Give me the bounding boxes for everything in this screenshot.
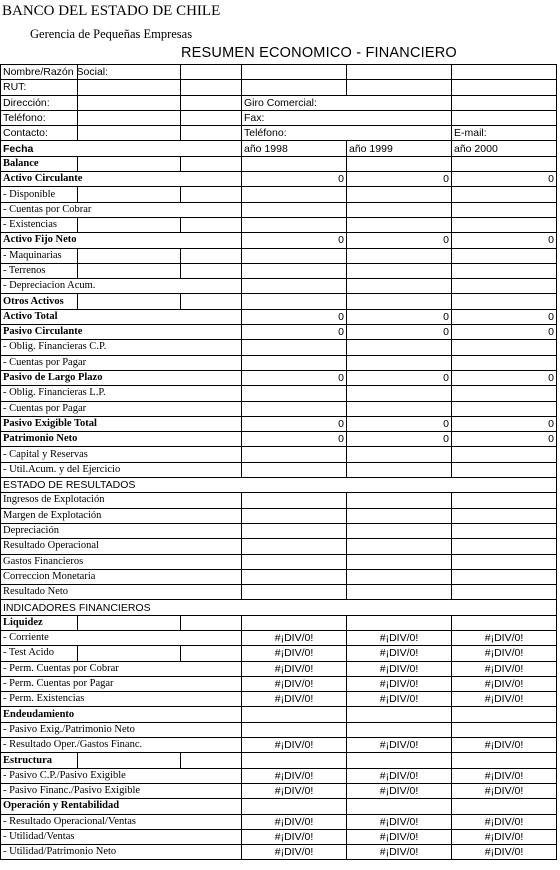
value-cell[interactable] bbox=[242, 554, 347, 569]
row-label: - Corriente bbox=[1, 630, 242, 645]
formula-cell[interactable]: #¡DIV/0! bbox=[242, 783, 347, 798]
row-label: Liquidez bbox=[1, 615, 78, 630]
value-cell[interactable]: 0 bbox=[242, 309, 347, 324]
value-cell[interactable] bbox=[242, 753, 347, 768]
date-header-row bbox=[1, 141, 557, 156]
formula-cell[interactable]: #¡DIV/0! bbox=[452, 661, 557, 676]
table-row bbox=[1, 692, 557, 707]
value-cell[interactable]: 0 bbox=[452, 416, 557, 431]
formula-cell[interactable]: #¡DIV/0! bbox=[242, 661, 347, 676]
table-row bbox=[1, 217, 557, 232]
table-row bbox=[1, 432, 557, 447]
value-cell[interactable] bbox=[242, 386, 347, 401]
fax-label: Fax: bbox=[242, 110, 452, 125]
table-row bbox=[1, 630, 557, 645]
row-label: Pasivo Exigible Total bbox=[1, 416, 242, 431]
blank-cell bbox=[181, 80, 242, 95]
row-label: - Depreciacion Acum. bbox=[1, 279, 242, 294]
fax-value-cell[interactable] bbox=[452, 110, 557, 125]
address-value-cell[interactable] bbox=[78, 95, 181, 110]
table-row bbox=[1, 478, 557, 493]
value-cell[interactable] bbox=[242, 493, 347, 508]
value-cell[interactable]: 0 bbox=[452, 233, 557, 248]
date-label: Fecha bbox=[1, 141, 242, 156]
table-row bbox=[1, 676, 557, 691]
value-cell[interactable]: 0 bbox=[242, 416, 347, 431]
row-label: - Terrenos bbox=[1, 263, 78, 278]
row-label: - Perm. Existencias bbox=[1, 692, 242, 707]
table-row bbox=[1, 722, 557, 737]
value-cell[interactable] bbox=[452, 187, 557, 202]
formula-cell[interactable]: #¡DIV/0! bbox=[347, 630, 452, 645]
blank-cell bbox=[181, 217, 242, 232]
blank-cell bbox=[181, 646, 242, 661]
blank-cell bbox=[181, 126, 242, 141]
table-row bbox=[1, 829, 557, 844]
info-row-name bbox=[1, 65, 557, 80]
formula-cell[interactable]: #¡DIV/0! bbox=[452, 630, 557, 645]
row-label: Otros Activos bbox=[1, 294, 78, 309]
blank-cell bbox=[452, 80, 557, 95]
formula-cell[interactable]: #¡DIV/0! bbox=[347, 814, 452, 829]
value-cell[interactable] bbox=[452, 462, 557, 477]
formula-cell[interactable]: #¡DIV/0! bbox=[347, 783, 452, 798]
value-cell[interactable] bbox=[242, 217, 347, 232]
row-label: Operación y Rentabilidad bbox=[1, 799, 242, 814]
value-cell[interactable]: 0 bbox=[452, 370, 557, 385]
formula-cell[interactable]: #¡DIV/0! bbox=[242, 646, 347, 661]
blank-cell bbox=[78, 156, 181, 171]
formula-cell[interactable]: #¡DIV/0! bbox=[452, 676, 557, 691]
table-row bbox=[1, 845, 557, 860]
blank-cell bbox=[181, 187, 242, 202]
table-row bbox=[1, 447, 557, 462]
value-cell[interactable] bbox=[347, 554, 452, 569]
formula-cell[interactable]: #¡DIV/0! bbox=[452, 768, 557, 783]
value-cell[interactable] bbox=[347, 585, 452, 600]
row-label: - Cuentas por Cobrar bbox=[1, 202, 242, 217]
value-cell[interactable] bbox=[242, 355, 347, 370]
formula-cell[interactable]: #¡DIV/0! bbox=[242, 814, 347, 829]
blank-cell bbox=[181, 753, 242, 768]
department-name: Gerencia de Pequeñas Empresas bbox=[30, 27, 193, 41]
table-row bbox=[1, 615, 557, 630]
value-cell[interactable]: 0 bbox=[347, 233, 452, 248]
table-row bbox=[1, 401, 557, 416]
blank-cell bbox=[181, 95, 242, 110]
blank-cell bbox=[78, 646, 181, 661]
table-row bbox=[1, 814, 557, 829]
value-cell[interactable] bbox=[347, 248, 452, 263]
value-cell[interactable] bbox=[242, 508, 347, 523]
value-cell[interactable] bbox=[452, 279, 557, 294]
value-cell[interactable] bbox=[347, 401, 452, 416]
value-cell[interactable]: 0 bbox=[452, 432, 557, 447]
row-label: Correccion Monetaria bbox=[1, 569, 242, 584]
row-label: - Pasivo C.P./Pasivo Exigible bbox=[1, 768, 242, 783]
value-cell[interactable] bbox=[242, 585, 347, 600]
blank-cell bbox=[78, 217, 181, 232]
contact-label: Contacto: bbox=[1, 126, 78, 141]
table-row bbox=[1, 585, 557, 600]
value-cell[interactable] bbox=[452, 447, 557, 462]
value-cell[interactable] bbox=[242, 156, 347, 171]
table-row bbox=[1, 187, 557, 202]
value-cell[interactable] bbox=[242, 722, 347, 737]
value-cell[interactable] bbox=[452, 753, 557, 768]
financial-summary-table bbox=[0, 64, 557, 860]
value-cell[interactable] bbox=[242, 263, 347, 278]
value-cell[interactable]: 0 bbox=[242, 325, 347, 340]
table-row bbox=[1, 202, 557, 217]
value-cell[interactable] bbox=[347, 294, 452, 309]
formula-cell[interactable]: #¡DIV/0! bbox=[347, 768, 452, 783]
table-row bbox=[1, 646, 557, 661]
row-label: Ingresos de Explotación bbox=[1, 493, 242, 508]
value-cell[interactable] bbox=[452, 355, 557, 370]
contact-phone-label: Teléfono: bbox=[242, 126, 452, 141]
value-cell[interactable] bbox=[347, 539, 452, 554]
row-label: Endeudamiento bbox=[1, 707, 242, 722]
table-row bbox=[1, 799, 557, 814]
year-header: año 1998 bbox=[242, 141, 347, 156]
blank-cell bbox=[181, 248, 242, 263]
row-label: - Cuentas por Pagar bbox=[1, 355, 242, 370]
rut-label: RUT: bbox=[1, 80, 78, 95]
value-cell[interactable]: 0 bbox=[242, 370, 347, 385]
value-cell[interactable] bbox=[452, 340, 557, 355]
report-title: RESUMEN ECONOMICO - FINANCIERO bbox=[181, 45, 457, 61]
blank-cell bbox=[181, 156, 242, 171]
table-row bbox=[1, 309, 557, 324]
value-cell[interactable] bbox=[347, 493, 452, 508]
blank-cell bbox=[78, 753, 181, 768]
table-row bbox=[1, 707, 557, 722]
formula-cell[interactable]: #¡DIV/0! bbox=[452, 783, 557, 798]
row-label: - Perm. Cuentas por Cobrar bbox=[1, 661, 242, 676]
table-row bbox=[1, 462, 557, 477]
blank-cell bbox=[347, 65, 452, 80]
table-row bbox=[1, 738, 557, 753]
value-cell[interactable] bbox=[242, 202, 347, 217]
value-cell[interactable] bbox=[452, 217, 557, 232]
info-row-contact bbox=[1, 126, 557, 141]
value-cell[interactable]: 0 bbox=[242, 233, 347, 248]
table-row bbox=[1, 416, 557, 431]
row-label: ESTADO DE RESULTADOS bbox=[1, 478, 557, 493]
formula-cell[interactable]: #¡DIV/0! bbox=[242, 692, 347, 707]
phone-value-cell[interactable] bbox=[78, 110, 181, 125]
row-label: - Oblig. Financieras L.P. bbox=[1, 386, 242, 401]
table-row bbox=[1, 661, 557, 676]
table-row bbox=[1, 493, 557, 508]
email-label: E-mail: bbox=[452, 126, 557, 141]
value-cell[interactable] bbox=[242, 401, 347, 416]
blank-cell bbox=[78, 294, 181, 309]
table-row bbox=[1, 768, 557, 783]
value-cell[interactable] bbox=[347, 202, 452, 217]
formula-cell[interactable]: #¡DIV/0! bbox=[242, 738, 347, 753]
row-label: Resultado Neto bbox=[1, 585, 242, 600]
formula-cell[interactable]: #¡DIV/0! bbox=[347, 692, 452, 707]
value-cell[interactable] bbox=[452, 707, 557, 722]
value-cell[interactable] bbox=[347, 707, 452, 722]
value-cell[interactable] bbox=[242, 462, 347, 477]
row-label: - Resultado Oper./Gastos Financ. bbox=[1, 738, 242, 753]
business-type-value-cell[interactable] bbox=[452, 95, 557, 110]
value-cell[interactable] bbox=[242, 523, 347, 538]
value-cell[interactable]: 0 bbox=[242, 432, 347, 447]
table-row bbox=[1, 554, 557, 569]
info-row-address bbox=[1, 95, 557, 110]
formula-cell[interactable]: #¡DIV/0! bbox=[452, 692, 557, 707]
value-cell[interactable] bbox=[347, 462, 452, 477]
value-cell[interactable] bbox=[452, 722, 557, 737]
table-row bbox=[1, 233, 557, 248]
value-cell[interactable] bbox=[242, 279, 347, 294]
table-row bbox=[1, 355, 557, 370]
value-cell[interactable] bbox=[452, 294, 557, 309]
value-cell[interactable]: 0 bbox=[452, 309, 557, 324]
year-header: año 1999 bbox=[347, 141, 452, 156]
value-cell[interactable] bbox=[452, 508, 557, 523]
row-label: INDICADORES FINANCIEROS bbox=[1, 600, 557, 615]
formula-cell[interactable]: #¡DIV/0! bbox=[347, 845, 452, 860]
table-row bbox=[1, 523, 557, 538]
row-label: Depreciación bbox=[1, 523, 242, 538]
blank-cell bbox=[78, 187, 181, 202]
value-cell[interactable] bbox=[242, 799, 347, 814]
row-label: - Resultado Operacional/Ventas bbox=[1, 814, 242, 829]
value-cell[interactable] bbox=[347, 447, 452, 462]
value-cell[interactable] bbox=[347, 340, 452, 355]
row-label: - Utilidad/Ventas bbox=[1, 829, 242, 844]
contact-value-cell[interactable] bbox=[78, 126, 181, 141]
table-row bbox=[1, 156, 557, 171]
formula-cell[interactable]: #¡DIV/0! bbox=[452, 646, 557, 661]
formula-cell[interactable]: #¡DIV/0! bbox=[242, 845, 347, 860]
name-label: Nombre/Razón Social: bbox=[1, 65, 78, 80]
row-label: Margen de Explotación bbox=[1, 508, 242, 523]
table-row bbox=[1, 783, 557, 798]
value-cell[interactable] bbox=[347, 355, 452, 370]
formula-cell[interactable]: #¡DIV/0! bbox=[452, 829, 557, 844]
blank-cell bbox=[78, 248, 181, 263]
row-label: Activo Fijo Neto bbox=[1, 233, 242, 248]
formula-cell[interactable]: #¡DIV/0! bbox=[347, 829, 452, 844]
value-cell[interactable] bbox=[452, 202, 557, 217]
value-cell[interactable] bbox=[347, 722, 452, 737]
table-row bbox=[1, 508, 557, 523]
value-cell[interactable] bbox=[242, 340, 347, 355]
value-cell[interactable] bbox=[452, 569, 557, 584]
phone-label: Teléfono: bbox=[1, 110, 78, 125]
value-cell[interactable]: 0 bbox=[452, 172, 557, 187]
table-row bbox=[1, 263, 557, 278]
blank-cell bbox=[452, 65, 557, 80]
row-label: - Test Acido bbox=[1, 646, 78, 661]
value-cell[interactable]: 0 bbox=[347, 325, 452, 340]
table-row bbox=[1, 279, 557, 294]
row-label: - Perm. Cuentas por Pagar bbox=[1, 676, 242, 691]
blank-cell bbox=[181, 65, 242, 80]
formula-cell[interactable]: #¡DIV/0! bbox=[242, 630, 347, 645]
row-label: - Existencias bbox=[1, 217, 78, 232]
blank-cell bbox=[181, 263, 242, 278]
value-cell[interactable] bbox=[347, 753, 452, 768]
value-cell[interactable] bbox=[347, 386, 452, 401]
business-type-label: Giro Comercial: bbox=[242, 95, 452, 110]
value-cell[interactable] bbox=[452, 523, 557, 538]
bank-name: BANCO DEL ESTADO DE CHILE bbox=[2, 3, 221, 19]
value-cell[interactable]: 0 bbox=[347, 172, 452, 187]
row-label: Pasivo de Largo Plazo bbox=[1, 370, 242, 385]
formula-cell[interactable]: #¡DIV/0! bbox=[347, 676, 452, 691]
row-label: Estructura bbox=[1, 753, 78, 768]
value-cell[interactable] bbox=[347, 508, 452, 523]
value-cell[interactable] bbox=[347, 187, 452, 202]
value-cell[interactable] bbox=[452, 263, 557, 278]
value-cell[interactable] bbox=[452, 799, 557, 814]
value-cell[interactable] bbox=[452, 585, 557, 600]
blank-cell bbox=[347, 80, 452, 95]
value-cell[interactable] bbox=[452, 386, 557, 401]
value-cell[interactable] bbox=[347, 279, 452, 294]
row-label: - Utilidad/Patrimonio Neto bbox=[1, 845, 242, 860]
formula-cell[interactable]: #¡DIV/0! bbox=[452, 738, 557, 753]
row-label: - Cuentas por Pagar bbox=[1, 401, 242, 416]
table-row bbox=[1, 539, 557, 554]
formula-cell[interactable]: #¡DIV/0! bbox=[242, 676, 347, 691]
table-row bbox=[1, 386, 557, 401]
value-cell[interactable]: 0 bbox=[347, 370, 452, 385]
value-cell[interactable] bbox=[347, 156, 452, 171]
formula-cell[interactable]: #¡DIV/0! bbox=[347, 738, 452, 753]
value-cell[interactable] bbox=[347, 569, 452, 584]
value-cell[interactable]: 0 bbox=[242, 172, 347, 187]
value-cell[interactable] bbox=[452, 248, 557, 263]
value-cell[interactable] bbox=[242, 707, 347, 722]
row-label: Balance bbox=[1, 156, 78, 171]
value-cell[interactable]: 0 bbox=[452, 325, 557, 340]
row-label: Resultado Operacional bbox=[1, 539, 242, 554]
row-label: - Util.Acum. y del Ejercicio bbox=[1, 462, 242, 477]
blank-cell bbox=[242, 65, 347, 80]
table-row bbox=[1, 753, 557, 768]
table-row bbox=[1, 172, 557, 187]
info-row-rut bbox=[1, 80, 557, 95]
value-cell[interactable] bbox=[242, 569, 347, 584]
row-label: - Maquinarias bbox=[1, 248, 78, 263]
row-label: Activo Total bbox=[1, 309, 242, 324]
blank-cell bbox=[181, 615, 242, 630]
value-cell[interactable] bbox=[242, 187, 347, 202]
rut-value-cell[interactable] bbox=[78, 80, 181, 95]
value-cell[interactable] bbox=[242, 447, 347, 462]
row-label: - Capital y Reservas bbox=[1, 447, 242, 462]
table-row bbox=[1, 340, 557, 355]
formula-cell[interactable]: #¡DIV/0! bbox=[347, 646, 452, 661]
row-label: Patrimonio Neto bbox=[1, 432, 242, 447]
blank-cell bbox=[78, 263, 181, 278]
row-label: - Pasivo Financ./Pasivo Exigible bbox=[1, 783, 242, 798]
value-cell[interactable]: 0 bbox=[347, 309, 452, 324]
table-row bbox=[1, 248, 557, 263]
formula-cell[interactable]: #¡DIV/0! bbox=[347, 661, 452, 676]
value-cell[interactable] bbox=[347, 799, 452, 814]
value-cell[interactable] bbox=[347, 263, 452, 278]
formula-cell[interactable]: #¡DIV/0! bbox=[242, 768, 347, 783]
value-cell[interactable] bbox=[242, 294, 347, 309]
row-label: Pasivo Circulante bbox=[1, 325, 242, 340]
formula-cell[interactable]: #¡DIV/0! bbox=[242, 829, 347, 844]
value-cell[interactable] bbox=[452, 156, 557, 171]
value-cell[interactable] bbox=[452, 615, 557, 630]
row-label: - Pasivo Exig./Patrimonio Neto bbox=[1, 722, 242, 737]
formula-cell[interactable]: #¡DIV/0! bbox=[452, 845, 557, 860]
year-header: año 2000 bbox=[452, 141, 557, 156]
info-row-phone bbox=[1, 110, 557, 125]
table-row bbox=[1, 325, 557, 340]
address-label: Dirección: bbox=[1, 95, 78, 110]
table-row bbox=[1, 294, 557, 309]
row-label: - Disponible bbox=[1, 187, 78, 202]
value-cell[interactable] bbox=[452, 493, 557, 508]
table-row bbox=[1, 569, 557, 584]
value-cell[interactable] bbox=[452, 401, 557, 416]
value-cell[interactable] bbox=[242, 248, 347, 263]
blank-cell bbox=[181, 294, 242, 309]
value-cell[interactable] bbox=[242, 615, 347, 630]
value-cell[interactable] bbox=[452, 554, 557, 569]
value-cell[interactable] bbox=[347, 615, 452, 630]
value-cell[interactable]: 0 bbox=[347, 432, 452, 447]
row-label: Gastos Financieros bbox=[1, 554, 242, 569]
blank-cell bbox=[181, 110, 242, 125]
value-cell[interactable] bbox=[242, 539, 347, 554]
table-row bbox=[1, 600, 557, 615]
blank-cell bbox=[78, 615, 181, 630]
blank-cell bbox=[242, 80, 347, 95]
formula-cell[interactable]: #¡DIV/0! bbox=[452, 814, 557, 829]
row-label: Activo Circulante bbox=[1, 172, 242, 187]
row-label: - Oblig. Financieras C.P. bbox=[1, 340, 242, 355]
value-cell[interactable] bbox=[347, 217, 452, 232]
table-row bbox=[1, 370, 557, 385]
value-cell[interactable] bbox=[452, 539, 557, 554]
value-cell[interactable]: 0 bbox=[347, 416, 452, 431]
value-cell[interactable] bbox=[347, 523, 452, 538]
